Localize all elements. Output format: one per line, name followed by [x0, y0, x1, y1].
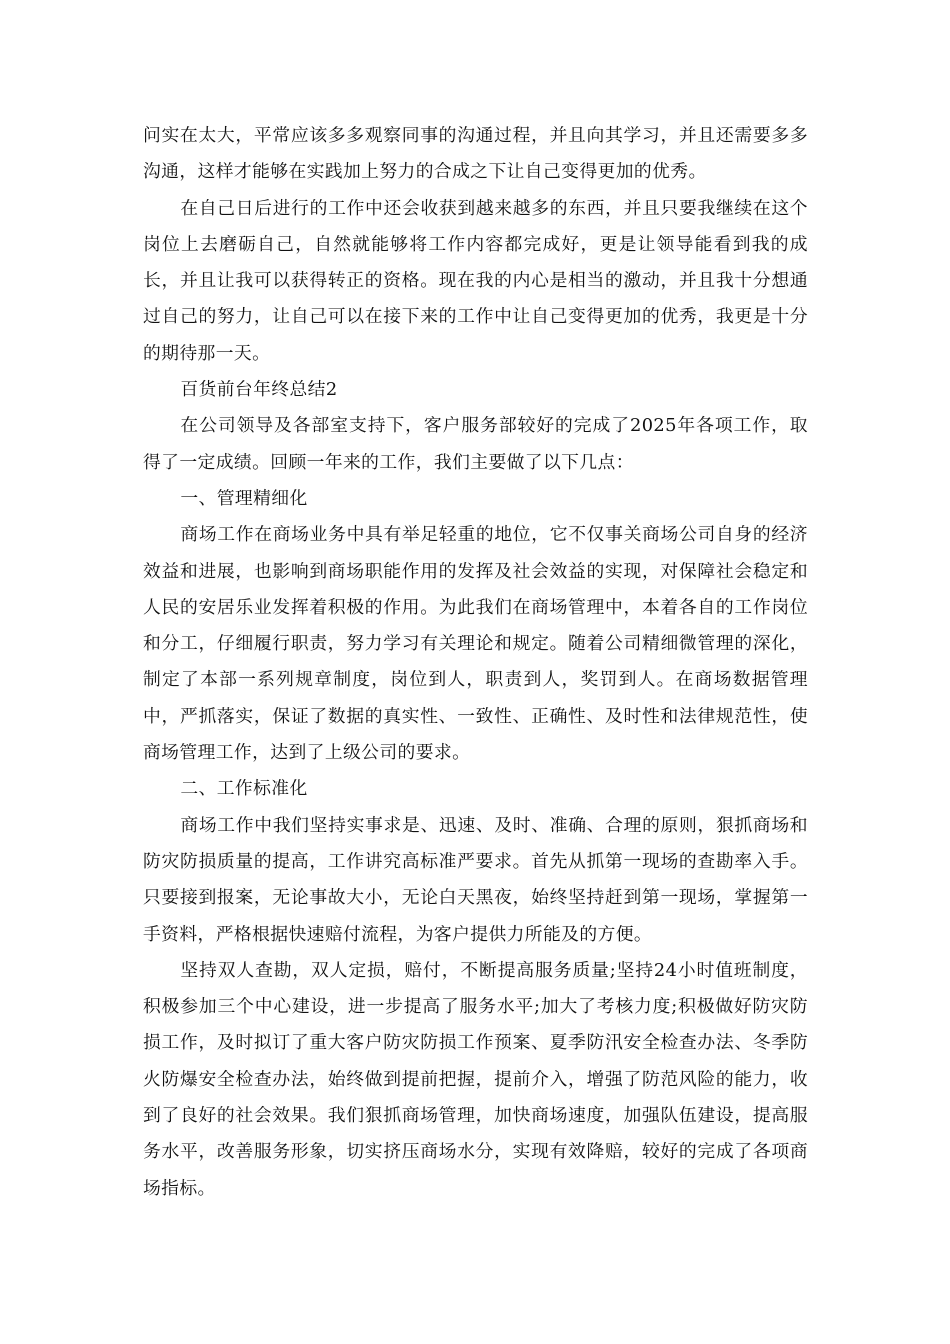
- paragraph: 在公司领导及各部室支持下，客户服务部较好的完成了2025年各项工作，取得了一定成绩。回顾一年来的工作，我们主要做了以下几点：: [143, 415, 808, 473]
- paragraph: 商场工作在商场业务中具有举足轻重的地位，它不仅事关商场公司自身的经济效益和进展，也影响到商场职能作用的发挥及社会效益的实现，对保障社会稳定和人民的安居乐业发挥着积极的作用。为此我们在商场管理中，本着各自的工作岗位和分工，仔细履行职责，努力学习有关理论和规定。随着公司精细微管理的深化，制定了本部一系列规章制度，岗位到人，职责到人，奖罚到人。在商场数据管理中，严抓落实，保证了数据的真实性、一致性、正确性、及时性和法律规范性，使商场管理工作，达到了上级公司的要求。: [143, 524, 808, 764]
- document-body: [143, 118, 808, 1207]
- section-heading: 一、管理精细化: [180, 487, 308, 509]
- paragraph: 在自己日后进行的工作中还会收获到越来越多的东西，并且只要我继续在这个岗位上去磨砺自己，自然就能够将工作内容都完成好，更是让领导能看到我的成长，并且让我可以获得转正的资格。现在我的内心是相当的激动，并且我十分想通过自己的努力，让自己可以在接下来的工作中让自己变得更加的优秀，我更是十分的期待那一天。: [143, 197, 808, 364]
- section-title: 百货前台年终总结2: [180, 379, 338, 401]
- paragraph: 坚持双人查勘，双人定损，赔付，不断提高服务质量;坚持24小时值班制度，积极参加三个中心建设，进一步提高了服务水平;加大了考核力度;积极做好防灾防损工作，及时拟订了重大客户防灾防损工作预案、夏季防汛安全检查办法、冬季防火防爆安全检查办法，始终做到提前把握，提前介入，增强了防范风险的能力，收到了良好的社会效果。我们狠抓商场管理，加快商场速度，加强队伍建设，提高服务水平，改善服务形象，切实挤压商场水分，实现有效降赔，较好的完成了各项商场指标。: [143, 959, 808, 1199]
- paragraph: 商场工作中我们坚持实事求是、迅速、及时、准确、合理的原则，狠抓商场和防灾防损质量的提高，工作讲究高标准严要求。首先从抓第一现场的查勘率入手。只要接到报案，无论事故大小，无论白天黑夜，始终坚持赶到第一现场，掌握第一手资料，严格根据快速赔付流程，为客户提供力所能及的方便。: [143, 814, 808, 945]
- paragraph-continued: 问实在太大，平常应该多多观察同事的沟通过程，并且向其学习，并且还需要多多沟通，这样才能够在实践加上努力的合成之下让自己变得更加的优秀。: [143, 125, 808, 183]
- section-heading: 二、工作标准化: [180, 778, 308, 800]
